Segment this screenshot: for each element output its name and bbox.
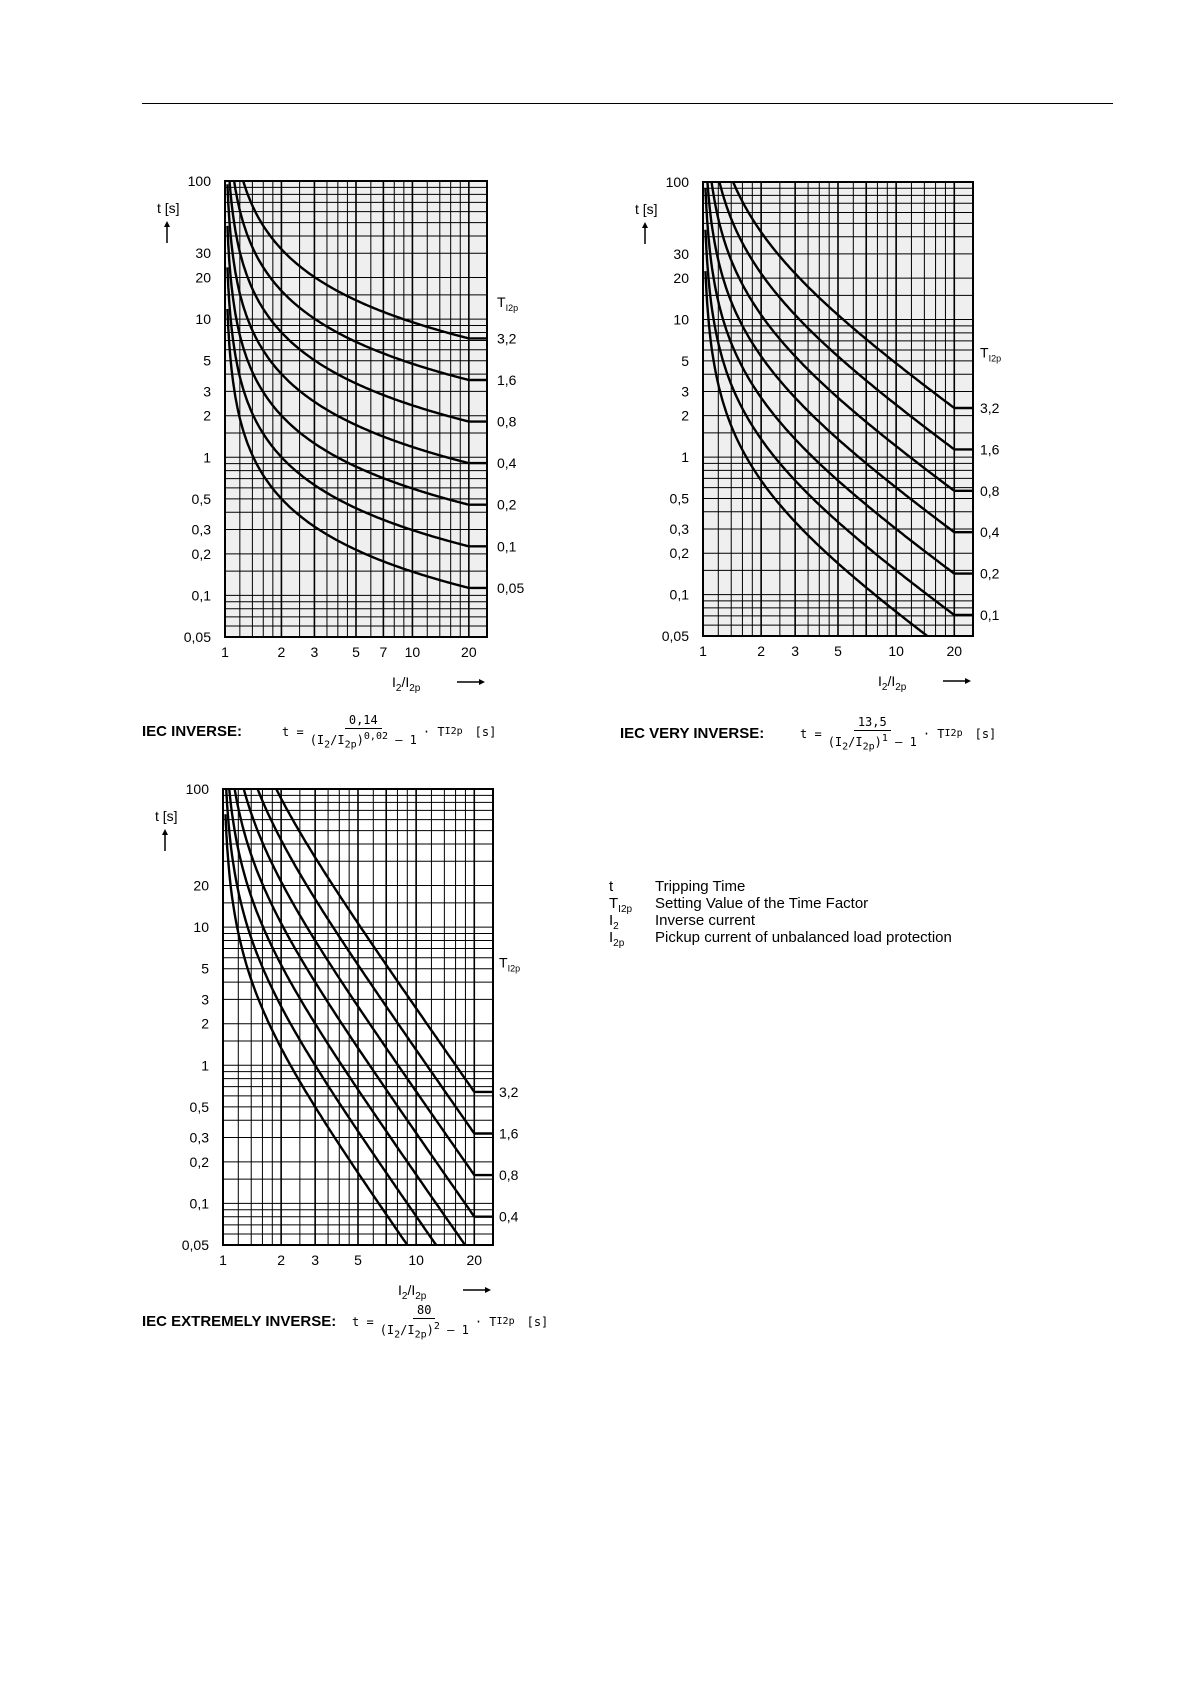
legend-description: Tripping Time bbox=[655, 878, 746, 895]
x-axis-label-sub: 2 bbox=[395, 683, 402, 694]
y-tick-label: 0,3 bbox=[189, 1129, 209, 1146]
series-label: 0,05 bbox=[497, 579, 525, 596]
y-tick-label: 0,5 bbox=[669, 490, 689, 507]
den-mid: /I bbox=[400, 1323, 415, 1337]
y-tick-label: 10 bbox=[193, 919, 209, 936]
y-tick-label: 0,05 bbox=[183, 629, 211, 645]
den-mid: /I bbox=[848, 735, 863, 749]
x-axis-label-part: I bbox=[398, 1282, 402, 1298]
x-tick-label: 7 bbox=[379, 644, 388, 660]
x-tick-label: 2 bbox=[277, 644, 286, 660]
y-axis-label: t [s] bbox=[155, 808, 178, 824]
den-sub: 2 bbox=[394, 1329, 401, 1341]
y-axis-arrowhead bbox=[164, 221, 170, 227]
formula-iec-extremely-inverse bbox=[142, 1303, 548, 1340]
x-tick-label: 2 bbox=[757, 643, 766, 659]
x-tick-label: 1 bbox=[221, 644, 229, 660]
den-tail: – 1 bbox=[887, 735, 917, 749]
series-label: 0,1 bbox=[497, 538, 517, 555]
formula-fraction bbox=[828, 715, 917, 752]
legend-symbol bbox=[609, 929, 655, 949]
y-tick-label: 100 bbox=[187, 173, 211, 189]
legend-symbol bbox=[609, 912, 655, 932]
series-header-sub: I2p bbox=[988, 353, 1002, 364]
den-base: (I bbox=[309, 733, 325, 747]
formula-denominator bbox=[380, 1319, 469, 1340]
y-tick-label: 100 bbox=[185, 781, 209, 797]
curve-0-2 bbox=[227, 226, 487, 505]
x-tick-label: 3 bbox=[311, 1252, 320, 1268]
y-tick-label: 0,5 bbox=[191, 490, 211, 507]
plot-background bbox=[703, 182, 973, 636]
den-exponent: 0,02 bbox=[363, 731, 388, 742]
plot-frame bbox=[223, 789, 493, 1245]
y-tick-label: 0,3 bbox=[669, 520, 689, 537]
x-axis-arrowhead bbox=[479, 679, 485, 685]
y-tick-label: 1 bbox=[201, 1057, 209, 1074]
curve-0-1 bbox=[226, 773, 494, 1300]
den-sub: 2 bbox=[842, 741, 849, 753]
series-header-sub: I2p bbox=[505, 303, 519, 314]
y-tick-label: 1 bbox=[203, 449, 211, 466]
curve-1-6 bbox=[227, 101, 487, 380]
header-rule bbox=[142, 103, 1113, 104]
x-axis-label bbox=[392, 674, 421, 694]
formula-unit: [s] bbox=[526, 1314, 549, 1329]
x-tick-label: 1 bbox=[219, 1252, 227, 1268]
den-sub: 2p bbox=[414, 1329, 427, 1341]
legend-symbol-sub: 2p bbox=[613, 938, 625, 949]
formula-factor-sub: I2p bbox=[496, 1316, 515, 1328]
y-tick-label: 10 bbox=[673, 311, 689, 328]
den-sub: 2p bbox=[862, 741, 875, 753]
y-tick-label: 2 bbox=[201, 1015, 209, 1032]
legend-symbol-text: T bbox=[609, 895, 619, 912]
series-header-sub: I2p bbox=[507, 963, 521, 974]
formula-factor: · T bbox=[922, 726, 945, 741]
x-axis-label-sub: 2p bbox=[409, 683, 421, 694]
y-tick-label: 0,05 bbox=[181, 1237, 209, 1253]
den-sub: 2 bbox=[324, 739, 331, 751]
series-header-main: T bbox=[497, 294, 506, 311]
series-label: 0,8 bbox=[499, 1167, 519, 1184]
y-tick-label: 2 bbox=[681, 407, 689, 424]
y-tick-label: 10 bbox=[195, 311, 211, 328]
den-tail: – 1 bbox=[388, 733, 417, 747]
y-tick-label: 20 bbox=[195, 269, 211, 286]
formula-fraction bbox=[380, 1303, 469, 1340]
formula-label: IEC EXTREMELY INVERSE: bbox=[142, 1313, 337, 1331]
formula-numerator: 0,14 bbox=[345, 713, 382, 729]
legend-description: Setting Value of the Time Factor bbox=[655, 895, 869, 912]
legend-symbol bbox=[609, 895, 655, 915]
den-exponent: 2 bbox=[433, 1321, 440, 1332]
legend-row bbox=[609, 912, 952, 932]
curve-0-1 bbox=[227, 267, 487, 546]
den-base: (I bbox=[827, 735, 843, 749]
curve-3-2 bbox=[227, 60, 487, 339]
series-label: 1,6 bbox=[980, 441, 1000, 458]
y-tick-label: 0,3 bbox=[191, 521, 211, 538]
x-tick-label: 5 bbox=[354, 1252, 362, 1268]
y-tick-label: 2 bbox=[203, 407, 211, 424]
y-tick-label: 0,2 bbox=[669, 545, 689, 562]
plot-frame bbox=[703, 182, 973, 636]
curve-3-2 bbox=[226, 565, 494, 1092]
legend-symbol bbox=[609, 878, 655, 895]
x-tick-label: 10 bbox=[404, 644, 421, 660]
den-close: ) bbox=[356, 733, 364, 747]
curve-0-1 bbox=[706, 230, 974, 615]
y-tick-label: 0,2 bbox=[191, 545, 211, 562]
y-tick-label: 0,1 bbox=[189, 1195, 209, 1212]
series-header-main: T bbox=[499, 954, 508, 971]
formula-equation bbox=[800, 715, 996, 752]
formula-numerator: 80 bbox=[413, 1303, 435, 1319]
series-label: 0,8 bbox=[980, 482, 1000, 499]
series-header-label bbox=[497, 294, 518, 313]
formula-denominator bbox=[310, 729, 417, 750]
y-tick-label: 20 bbox=[673, 270, 689, 287]
series-label: 3,2 bbox=[499, 1083, 519, 1100]
x-axis-label bbox=[398, 1282, 427, 1302]
x-axis-label-sub: 2 bbox=[401, 1291, 408, 1302]
series-label: 0,4 bbox=[497, 455, 517, 472]
series-label: 1,6 bbox=[499, 1125, 519, 1142]
formula-iec-inverse bbox=[142, 713, 496, 750]
curve-0-4 bbox=[227, 184, 487, 463]
legend-symbol-sub: I2p bbox=[618, 904, 633, 915]
x-axis-arrowhead bbox=[965, 678, 971, 684]
x-axis-label-sub: 2 bbox=[881, 682, 888, 693]
x-axis-label-part: /I bbox=[407, 1282, 416, 1298]
y-axis-arrowhead bbox=[642, 222, 648, 228]
y-tick-label: 5 bbox=[681, 352, 689, 369]
series-header-main: T bbox=[980, 344, 989, 361]
y-tick-label: 20 bbox=[193, 877, 209, 894]
x-axis-label-sub: 2p bbox=[415, 1291, 427, 1302]
y-tick-label: 0,2 bbox=[189, 1153, 209, 1170]
y-tick-label: 0,5 bbox=[189, 1098, 209, 1115]
symbol-legend bbox=[609, 878, 952, 949]
x-tick-label: 1 bbox=[699, 643, 707, 659]
x-axis-label-part: /I bbox=[887, 673, 896, 689]
formula-iec-very-inverse bbox=[620, 715, 996, 752]
formula-unit: [s] bbox=[474, 724, 497, 739]
y-tick-label: 0,05 bbox=[661, 628, 689, 644]
formula-factor: · T bbox=[422, 724, 445, 739]
x-tick-label: 20 bbox=[946, 643, 963, 659]
curve-1-6 bbox=[226, 606, 494, 1133]
y-tick-label: 5 bbox=[203, 352, 211, 369]
curve-0-8 bbox=[227, 143, 487, 422]
y-tick-label: 1 bbox=[681, 449, 689, 466]
curve-0-4 bbox=[706, 147, 974, 532]
series-label: 0,4 bbox=[499, 1208, 519, 1225]
x-tick-label: 20 bbox=[461, 644, 477, 660]
formula-factor: · T bbox=[474, 1314, 497, 1329]
x-tick-label: 5 bbox=[352, 644, 360, 660]
legend-symbol-text: t bbox=[609, 878, 614, 895]
formula-lhs: t = bbox=[800, 726, 822, 741]
legend-symbol-sub: 2 bbox=[613, 921, 619, 932]
y-tick-label: 3 bbox=[681, 383, 689, 400]
series-header-label bbox=[980, 345, 1001, 364]
formula-factor-sub: I2p bbox=[444, 726, 463, 738]
curve-0-2 bbox=[226, 731, 494, 1258]
x-axis-arrowhead bbox=[485, 1287, 491, 1293]
x-axis-label-part: I bbox=[392, 674, 396, 690]
legend-symbol-text: I bbox=[609, 912, 614, 929]
x-tick-label: 2 bbox=[277, 1252, 286, 1268]
x-tick-label: 3 bbox=[310, 644, 319, 660]
series-header-label bbox=[499, 954, 520, 973]
x-tick-label: 10 bbox=[888, 643, 904, 659]
x-axis-label bbox=[878, 673, 907, 693]
formula-factor-sub: I2p bbox=[944, 728, 963, 740]
series-label: 0,1 bbox=[980, 607, 1000, 624]
formula-fraction bbox=[310, 713, 417, 750]
curve-3-2 bbox=[706, 23, 974, 408]
series-label: 0,8 bbox=[497, 413, 517, 430]
legend-symbol-text: I bbox=[609, 929, 614, 946]
y-tick-label: 3 bbox=[203, 383, 211, 400]
curve-1-6 bbox=[706, 64, 974, 449]
y-axis-label: t [s] bbox=[635, 201, 658, 217]
den-close: ) bbox=[874, 735, 882, 749]
x-tick-label: 3 bbox=[791, 643, 800, 659]
x-tick-label: 5 bbox=[834, 643, 842, 659]
legend-row bbox=[609, 895, 952, 915]
series-label: 0,2 bbox=[497, 496, 517, 513]
den-exponent: 1 bbox=[881, 733, 888, 744]
y-tick-label: 100 bbox=[665, 174, 689, 190]
formula-equation bbox=[282, 713, 496, 750]
x-tick-label: 20 bbox=[466, 1252, 483, 1268]
series-label: 0,4 bbox=[980, 524, 1000, 541]
den-tail: – 1 bbox=[439, 1323, 469, 1337]
plot-frame bbox=[225, 181, 487, 637]
series-label: 3,2 bbox=[980, 400, 1000, 417]
x-axis-label-sub: 2p bbox=[895, 682, 907, 693]
formula-unit: [s] bbox=[974, 726, 997, 741]
formula-equation bbox=[352, 1303, 548, 1340]
curve-0-05 bbox=[227, 309, 487, 588]
den-mid: /I bbox=[330, 733, 345, 747]
den-sub: 2p bbox=[344, 739, 357, 751]
formula-label: IEC VERY INVERSE: bbox=[620, 725, 765, 743]
formula-label: IEC INVERSE: bbox=[142, 723, 243, 741]
y-axis-label: t [s] bbox=[157, 200, 180, 216]
den-base: (I bbox=[379, 1323, 395, 1337]
y-tick-label: 0,1 bbox=[669, 586, 689, 603]
legend-description: Pickup current of unbalanced load protection bbox=[655, 929, 952, 946]
x-tick-label: 10 bbox=[408, 1252, 424, 1268]
curve-0-05 bbox=[706, 271, 974, 656]
y-tick-label: 30 bbox=[195, 245, 211, 262]
y-tick-label: 0,1 bbox=[191, 587, 211, 604]
series-label: 0,2 bbox=[980, 565, 1000, 582]
legend-description: Inverse current bbox=[655, 912, 756, 929]
y-tick-label: 30 bbox=[673, 245, 689, 262]
x-axis-label-part: I bbox=[878, 673, 882, 689]
curve-0-4 bbox=[226, 690, 494, 1217]
curve-0-05 bbox=[226, 814, 494, 1341]
legend-row bbox=[609, 878, 952, 895]
formula-denominator bbox=[828, 731, 917, 752]
y-tick-label: 3 bbox=[201, 991, 209, 1008]
y-axis-arrowhead bbox=[162, 829, 168, 835]
x-axis-label-part: /I bbox=[401, 674, 410, 690]
legend-row bbox=[609, 929, 952, 949]
formula-lhs: t = bbox=[352, 1314, 374, 1329]
y-tick-label: 5 bbox=[201, 960, 209, 977]
series-label: 3,2 bbox=[497, 330, 517, 347]
formula-lhs: t = bbox=[282, 724, 304, 739]
den-close: ) bbox=[426, 1323, 434, 1337]
plot-background bbox=[225, 181, 487, 637]
curve-0-2 bbox=[706, 188, 974, 573]
curve-0-8 bbox=[706, 106, 974, 491]
series-label: 1,6 bbox=[497, 371, 517, 388]
formula-numerator: 13,5 bbox=[854, 715, 891, 731]
